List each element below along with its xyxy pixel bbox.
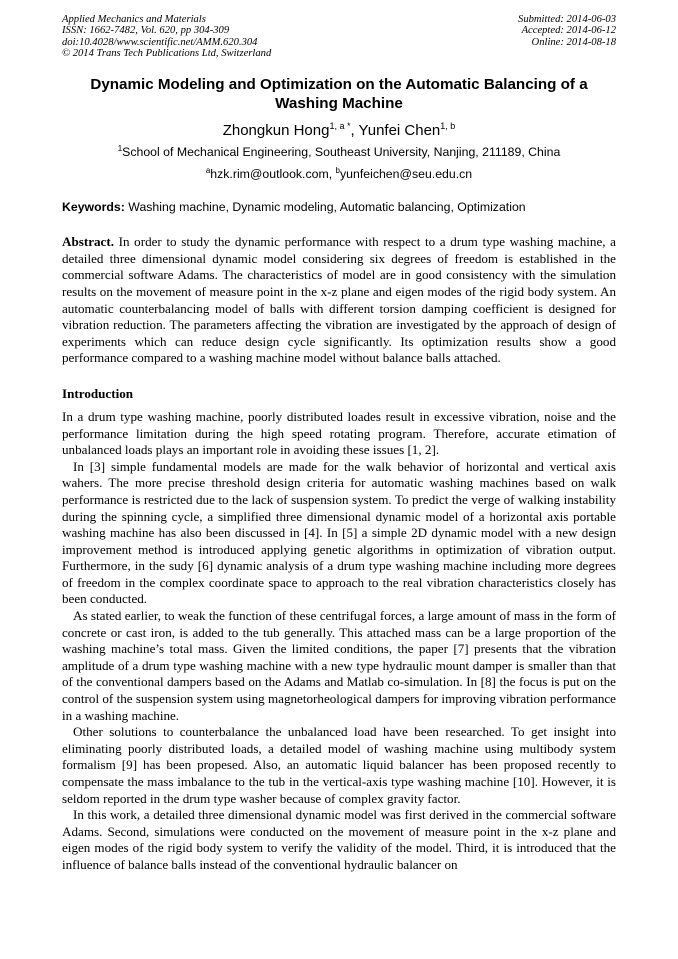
body-paragraph: As stated earlier, to weak the function of these centrifugal forces, a large amount of mass in the form of concrete or cast iron, is added to the tub generally. This attached mass can be a large proportion of the washing machine’s total mass. Given the limited conditions, the paper [7] presents that the vibration amplitude of a drum type washing machine with a new type hydraulic mount damper is smaller than that of the conventional dampers based on the Adams and Matlab co-simulation. In [8] the focus is put on the control of the suspension system using magnetorheological dampers for improving vibration performance in a washing machine. bbox=[62, 608, 616, 723]
author-separator: , bbox=[350, 122, 359, 140]
journal-header bbox=[62, 14, 616, 59]
author-name: Zhongkun Hong bbox=[222, 122, 330, 140]
email-separator: , bbox=[328, 167, 336, 182]
body-paragraph: In a drum type washing machine, poorly distributed loades result in excessive vibration, noise and the performance limitation during the high speed rotating program. Therefore, accurate etimation of unbalanced loads plays an important role in avoiding these issues [1, 2]. bbox=[62, 408, 616, 458]
author-name: Yunfei Chen bbox=[358, 122, 441, 140]
author-emails bbox=[62, 166, 616, 183]
author-list bbox=[62, 122, 616, 140]
publication-info bbox=[62, 14, 271, 59]
keywords-label: Keywords: bbox=[62, 200, 125, 215]
email-link[interactable]: hzk.rim@outlook.com bbox=[210, 167, 329, 182]
section-heading-introduction: Introduction bbox=[62, 385, 134, 401]
accepted-date: Accepted: 2014-06-12 bbox=[521, 25, 616, 37]
issn-volume: ISSN: 1662-7482, Vol. 620, pp 304-309 bbox=[62, 25, 230, 37]
email-marker: b bbox=[335, 166, 340, 176]
affiliation-marker: 1 bbox=[117, 144, 123, 154]
keywords bbox=[62, 199, 616, 215]
email-marker: a bbox=[205, 166, 211, 176]
affiliation bbox=[62, 144, 616, 161]
copyright: © 2014 Trans Tech Publications Ltd, Switzerland bbox=[62, 47, 272, 59]
paper-page bbox=[62, 14, 616, 874]
online-date: Online: 2014-08-18 bbox=[531, 36, 616, 48]
abstract-label: Abstract. bbox=[62, 234, 114, 250]
email-link[interactable]: yunfeichen@seu.edu.cn bbox=[340, 167, 473, 182]
body-paragraph: Other solutions to counterbalance the unbalanced load have been researched. To get insight into eliminating poorly distributed loads, a detailed model of washing machine using multibody system formalism [9] has been propesed. Also, an automatic liquid balancer has been proposed recently to compensate the mass imbalance to the tub in the vertical-axis type washing machine [10]. However, it is seldom reported in the drum type washer because of complex gravity factor. bbox=[62, 724, 616, 806]
journal-name: Applied Mechanics and Materials bbox=[62, 14, 206, 25]
author-affiliation-marker: 1, b bbox=[440, 121, 456, 132]
abstract bbox=[62, 234, 616, 367]
keywords-text: Washing machine, Dynamic modeling, Automatic balancing, Optimization bbox=[124, 200, 526, 215]
body-paragraph: In this work, a detailed three dimensional dynamic model was first derived in the commercial software Adams. Second, simulations were conducted on the movement of measure point in the x-z plane and eigen modes of the rigid body system to verify the validity of the model. Third, it is introduced that the influence of balance balls instead of the conventional hydraulic balancer on bbox=[62, 807, 616, 872]
body-paragraph: In [3] simple fundamental models are made for the walk behavior of horizontal and vertical axis wahers. The more precise threshold design criteria for automatic washing machines based on walk performance is restricted due to the lack of suspension system. To predict the verge of walking instability during the spinning cycle, a simplified three dimensional dynamic model of a horizontal axis portable washing machine has also been discussed in [4]. In [5] a simple 2D dynamic model with a new design improvement method is introduced applying genetic algorithms in optimization of vibration output. Furthermore, in the sudy [6] dynamic analysis of a drum type washing machine including more degrees of freedom in the complex coordinate space to approach to the real vibration characteristics closely has been conducted. bbox=[62, 458, 616, 607]
doi: doi:10.4028/www.scientific.net/AMM.620.304 bbox=[62, 36, 258, 48]
author-affiliation-marker: 1, a * bbox=[329, 121, 351, 132]
publication-dates bbox=[518, 14, 616, 59]
paper-title: Dynamic Modeling and Optimization on the Automatic Balancing of a Washing Machine bbox=[90, 76, 588, 113]
abstract-text: In order to study the dynamic performance with respect to a drum type washing machine, a detailed three dimensional dynamic model considering six degrees of freedom is established in the commercial software Adams. The characteristics of model are in good consistency with the simulation results on the movement of measure point in the x-z plane and eigen modes of the rigid body system. An automatic counterbalancing model of balls with different torsion damping coefficient is designed for vibration reduction. The parameters affecting the vibration are investigated by the approach of design of experiments which can reduce design cycle significantly. Its optimization results show a good performance compared to a washing machine model without balance balls attached. bbox=[62, 234, 616, 366]
submitted-date: Submitted: 2014-06-03 bbox=[518, 14, 616, 25]
affiliation-text: School of Mechanical Engineering, Southeast University, Nanjing, 211189, China bbox=[122, 145, 561, 160]
